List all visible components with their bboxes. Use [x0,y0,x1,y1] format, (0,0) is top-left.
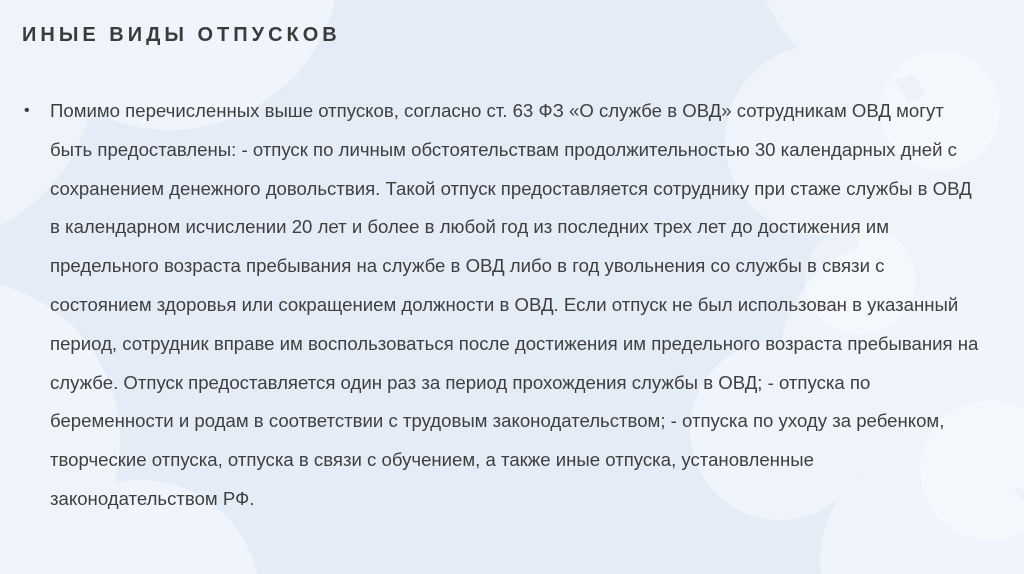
bullet-item [24,92,986,519]
bullet-text: Помимо перечисленных выше отпусков, согласно ст. 63 ФЗ «О службе в ОВД» сотрудникам ОВД могут быть предоставлены: - отпуск по личным обстоятельствам продолжительностью 30 календарных дней с сохранением денежного довольствия. Такой отпуск предоставляется сотруднику при стаже службы в ОВД в календарном исчислении 20 лет и более в любой год из последних трех лет до достижения им предельного возраста пребывания на службе в ОВД либо в год увольнения со службы в связи с состоянием здоровья или сокращением должности в ОВД. Если отпуск не был использован в указанный период, сотрудник вправе им воспользоваться после достижения им предельного возраста пребывания на службе. Отпуск предоставляется один раз за период прохождения службы в ОВД; - отпуска по беременности и родам в соответствии с трудовым законодательством; - отпуска по уходу за ребенком, творческие отпуска, отпуска в связи с обучением, а также иные отпуска, установленные законодательством РФ. [50,100,979,509]
slide-title: ИНЫЕ ВИДЫ ОТПУСКОВ [22,24,341,46]
bullet-list [24,92,986,519]
bullet-marker: • [24,102,30,119]
